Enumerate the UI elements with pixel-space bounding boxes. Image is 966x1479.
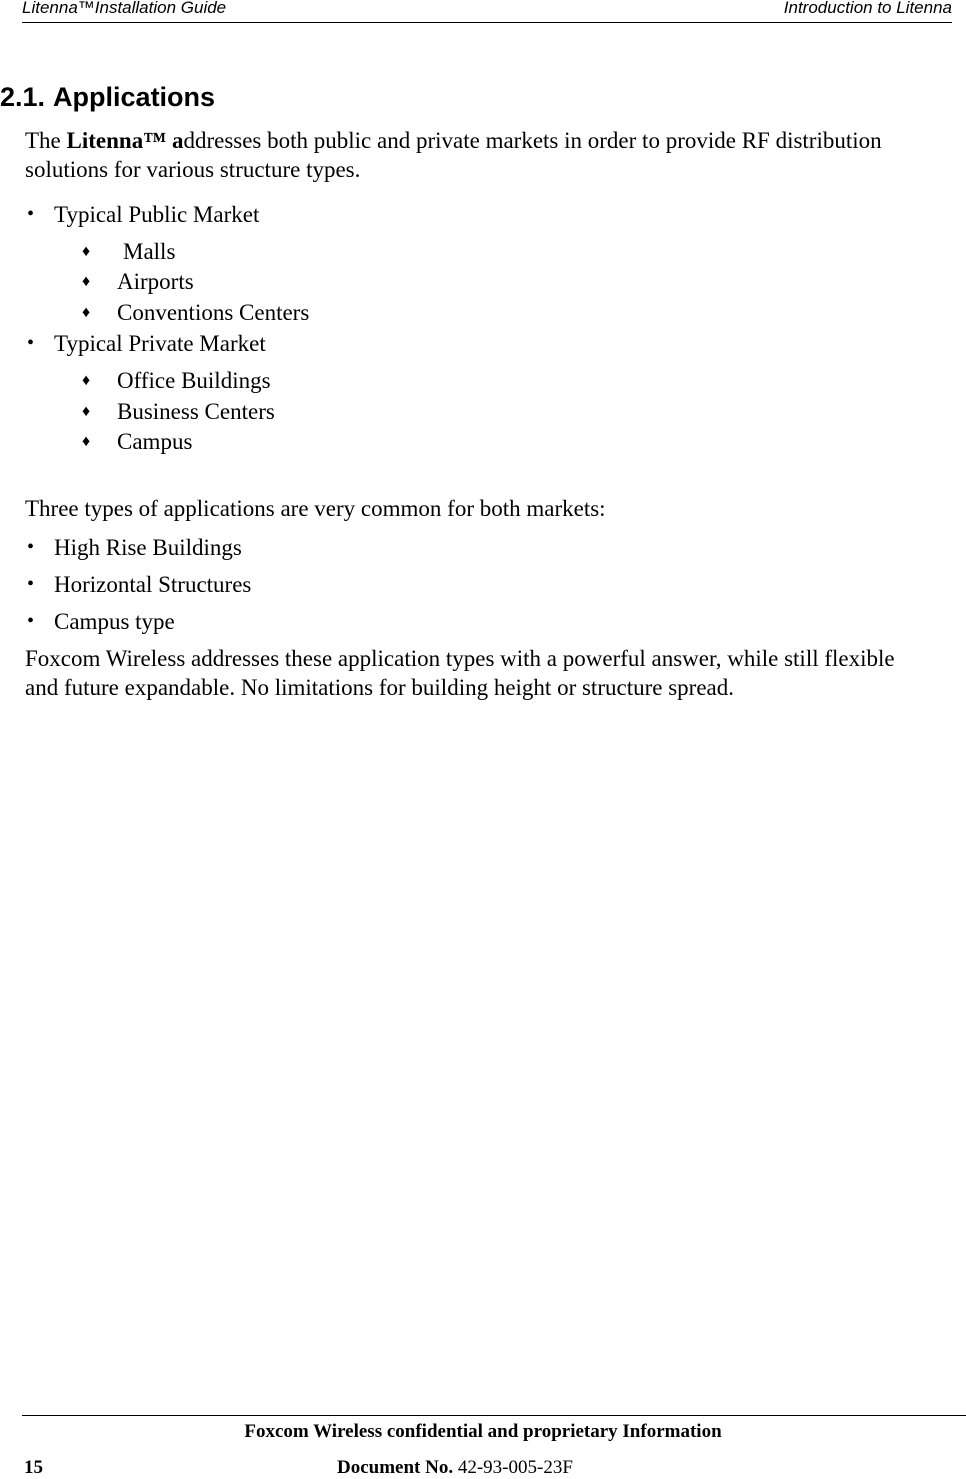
bullet-icon: • [27, 610, 35, 632]
market-item: Business Centers [117, 399, 275, 424]
diamond-bullet-icon: ♦ [82, 372, 91, 389]
intro-paragraph [25, 126, 960, 184]
section-title: Applications [53, 82, 216, 112]
bullet-icon: • [27, 332, 35, 354]
footer-confidential: Foxcom Wireless confidential and proprietary Information [244, 1421, 722, 1442]
market-item: Conventions Centers [117, 300, 310, 325]
market-label: Typical Private Market [54, 331, 266, 356]
page-number: 15 [24, 1457, 43, 1478]
intro-prefix: The [25, 128, 67, 153]
header-doc-title: Litenna™Installation Guide [22, 0, 227, 17]
diamond-bullet-icon: ♦ [82, 403, 91, 420]
intro-rest: ddresses both public and private markets in order to provide RF distribution solutions for various structure types. [25, 128, 882, 182]
bullet-icon: • [27, 573, 35, 595]
section-heading [0, 81, 215, 113]
applications-intro: Three types of applications are very common for both markets: [25, 496, 606, 521]
page-header [22, 0, 952, 23]
bullet-icon: • [27, 203, 35, 225]
market-item: Office Buildings [117, 368, 271, 393]
document-number-label: Document No. [337, 1457, 454, 1478]
market-label: Typical Public Market [54, 202, 260, 227]
footer-divider [22, 1415, 966, 1416]
closing-paragraph: Foxcom Wireless addresses these application types with a powerful answer, while still flexible and future expandable. No limitations for building height or structure spread. [25, 646, 895, 700]
header-chapter-title: Introduction to Litenna [783, 0, 952, 17]
application-type: Campus type [54, 609, 175, 634]
diamond-bullet-icon: ♦ [82, 433, 91, 450]
application-type: High Rise Buildings [54, 535, 242, 560]
document-number-value: 42-93-005-23F [457, 1457, 573, 1478]
intro-product-name: Litenna™ a [66, 128, 184, 153]
market-item: Campus [117, 429, 193, 454]
market-item: Malls [123, 239, 176, 264]
application-type: Horizontal Structures [54, 572, 252, 597]
bullet-icon: • [27, 536, 35, 558]
section-number: 2.1. [0, 82, 46, 112]
diamond-bullet-icon: ♦ [82, 304, 91, 321]
market-item: Airports [117, 269, 194, 294]
diamond-bullet-icon: ♦ [82, 273, 91, 290]
diamond-bullet-icon: ♦ [82, 243, 91, 260]
